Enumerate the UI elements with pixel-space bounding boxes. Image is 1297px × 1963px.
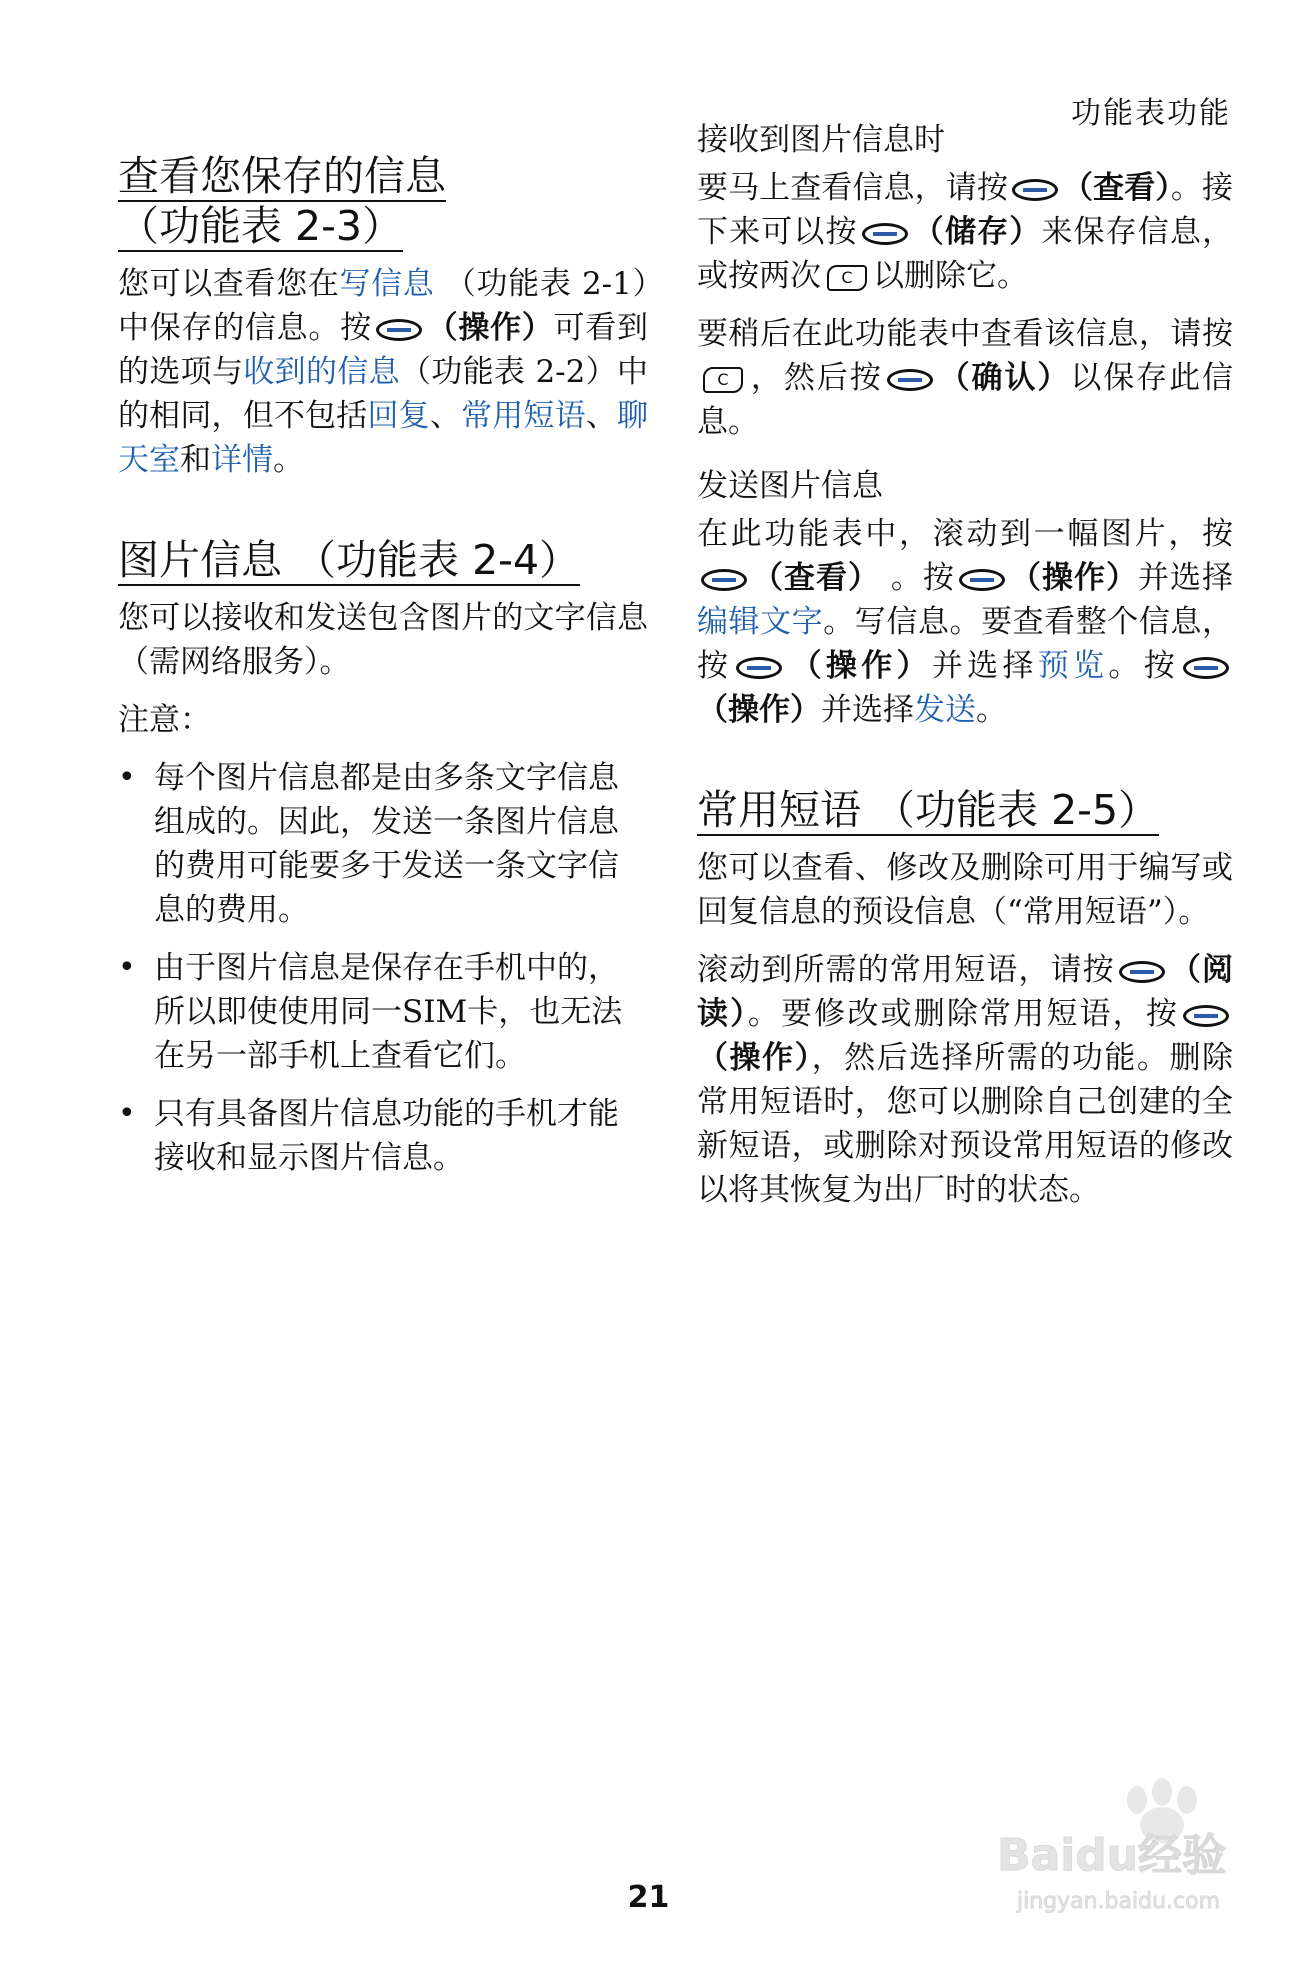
link-preview[interactable]: 预览 [1037,648,1109,684]
note-bullet-list [118,756,648,1180]
receive-picture-paragraph-1: 要马上查看信息，请按 （查看）。接下来可以按 （储存）来保存信息，或按两次 C 以删除它。 [697,170,1234,294]
clear-key-icon: C [827,265,867,291]
section-title-picture-messages: 图片信息 （功能表 2-4） [118,536,581,584]
softkey-icon [1183,657,1229,679]
watermark-url: jingyan.baidu.com [1017,1889,1221,1914]
link-send[interactable]: 发送 [914,692,976,728]
clear-key-icon: C [703,367,743,393]
link-reply[interactable]: 回复 [367,398,430,434]
softkey-icon [376,319,422,341]
subheading-receive-picture: 接收到图片信息时 [697,122,945,158]
link-edit-text[interactable]: 编辑文字 [697,604,824,640]
softkey-icon [1012,179,1058,201]
softkey-icon [1119,961,1165,983]
softkey-icon [1183,1005,1229,1027]
note-label: 注意： [118,702,211,738]
link-common-phrases[interactable]: 常用短语 [461,398,586,434]
softkey-icon [887,369,933,391]
section-title-saved-messages: 查看您保存的信息 （功能表 2-3） [118,152,446,250]
common-phrases-paragraph-1: 您可以查看、修改及删除可用于编写或回复信息的预设信息（“常用短语”）。 [697,850,1233,930]
send-picture-paragraph: 在此功能表中，滚动到一幅图片，按（查看） 。按 （操作）并选择编辑文字。写信息。要查看整个信息，按 （操作）并选择预览。按（操作）并选择发送。 [697,516,1234,728]
softkey-icon [862,223,908,245]
picture-messages-paragraph: 您可以接收和发送包含图片的文字信息 （需网络服务）。 [118,600,648,680]
subheading-send-picture: 发送图片信息 [697,468,883,504]
list-item: • 每个图片信息都是由多条文字信息组成的。因此，发送一条图片信息的费用可能要多于发送一条文字信息的费用。 [118,756,648,932]
link-details[interactable]: 详情 [211,442,273,478]
list-item: • 只有具备图片信息功能的手机才能接收和显示图片信息。 [118,1092,648,1180]
common-phrases-paragraph-2: 滚动到所需的常用短语，请按 （阅读）。要修改或删除常用短语，按（操作），然后选择所需的功能。删除常用短语时，您可以删除自己创建的全新短语，或删除对预设常用短语的修改以将其恢复为出厂时的状态。 [697,952,1234,1208]
running-header: 功能表功能 [1071,96,1231,131]
right-column [697,120,1233,1226]
saved-messages-paragraph: 您可以查看您在写信息 （功能表 2-1）中保存的信息。按 （操作）可看到的选项与收到的信息（功能表 2-2）中的相同，但不包括回复、常用短语、聊天室和详情。 [118,266,649,478]
receive-picture-paragraph-2: 要稍后在此功能表中查看该信息，请按C ，然后按 （确认）以保存此信息。 [697,316,1234,440]
softkey-icon [959,569,1005,591]
section-title-common-phrases: 常用短语 （功能表 2-5） [697,786,1160,834]
softkey-icon [736,657,782,679]
watermark-logo-text: Baidu经验 [997,1830,1227,1881]
link-received-messages[interactable]: 收到的信息 [243,354,400,390]
softkey-icon [701,569,747,591]
link-chat-room[interactable]: 聊天室 [118,398,648,478]
list-item: • 由于图片信息是保存在手机中的，所以即使使用同一SIM卡，也无法在另一部手机上查看它们。 [118,946,648,1078]
left-column [118,152,648,1194]
page-number: 21 [627,1880,670,1915]
link-write-message[interactable]: 写信息 [339,266,435,302]
